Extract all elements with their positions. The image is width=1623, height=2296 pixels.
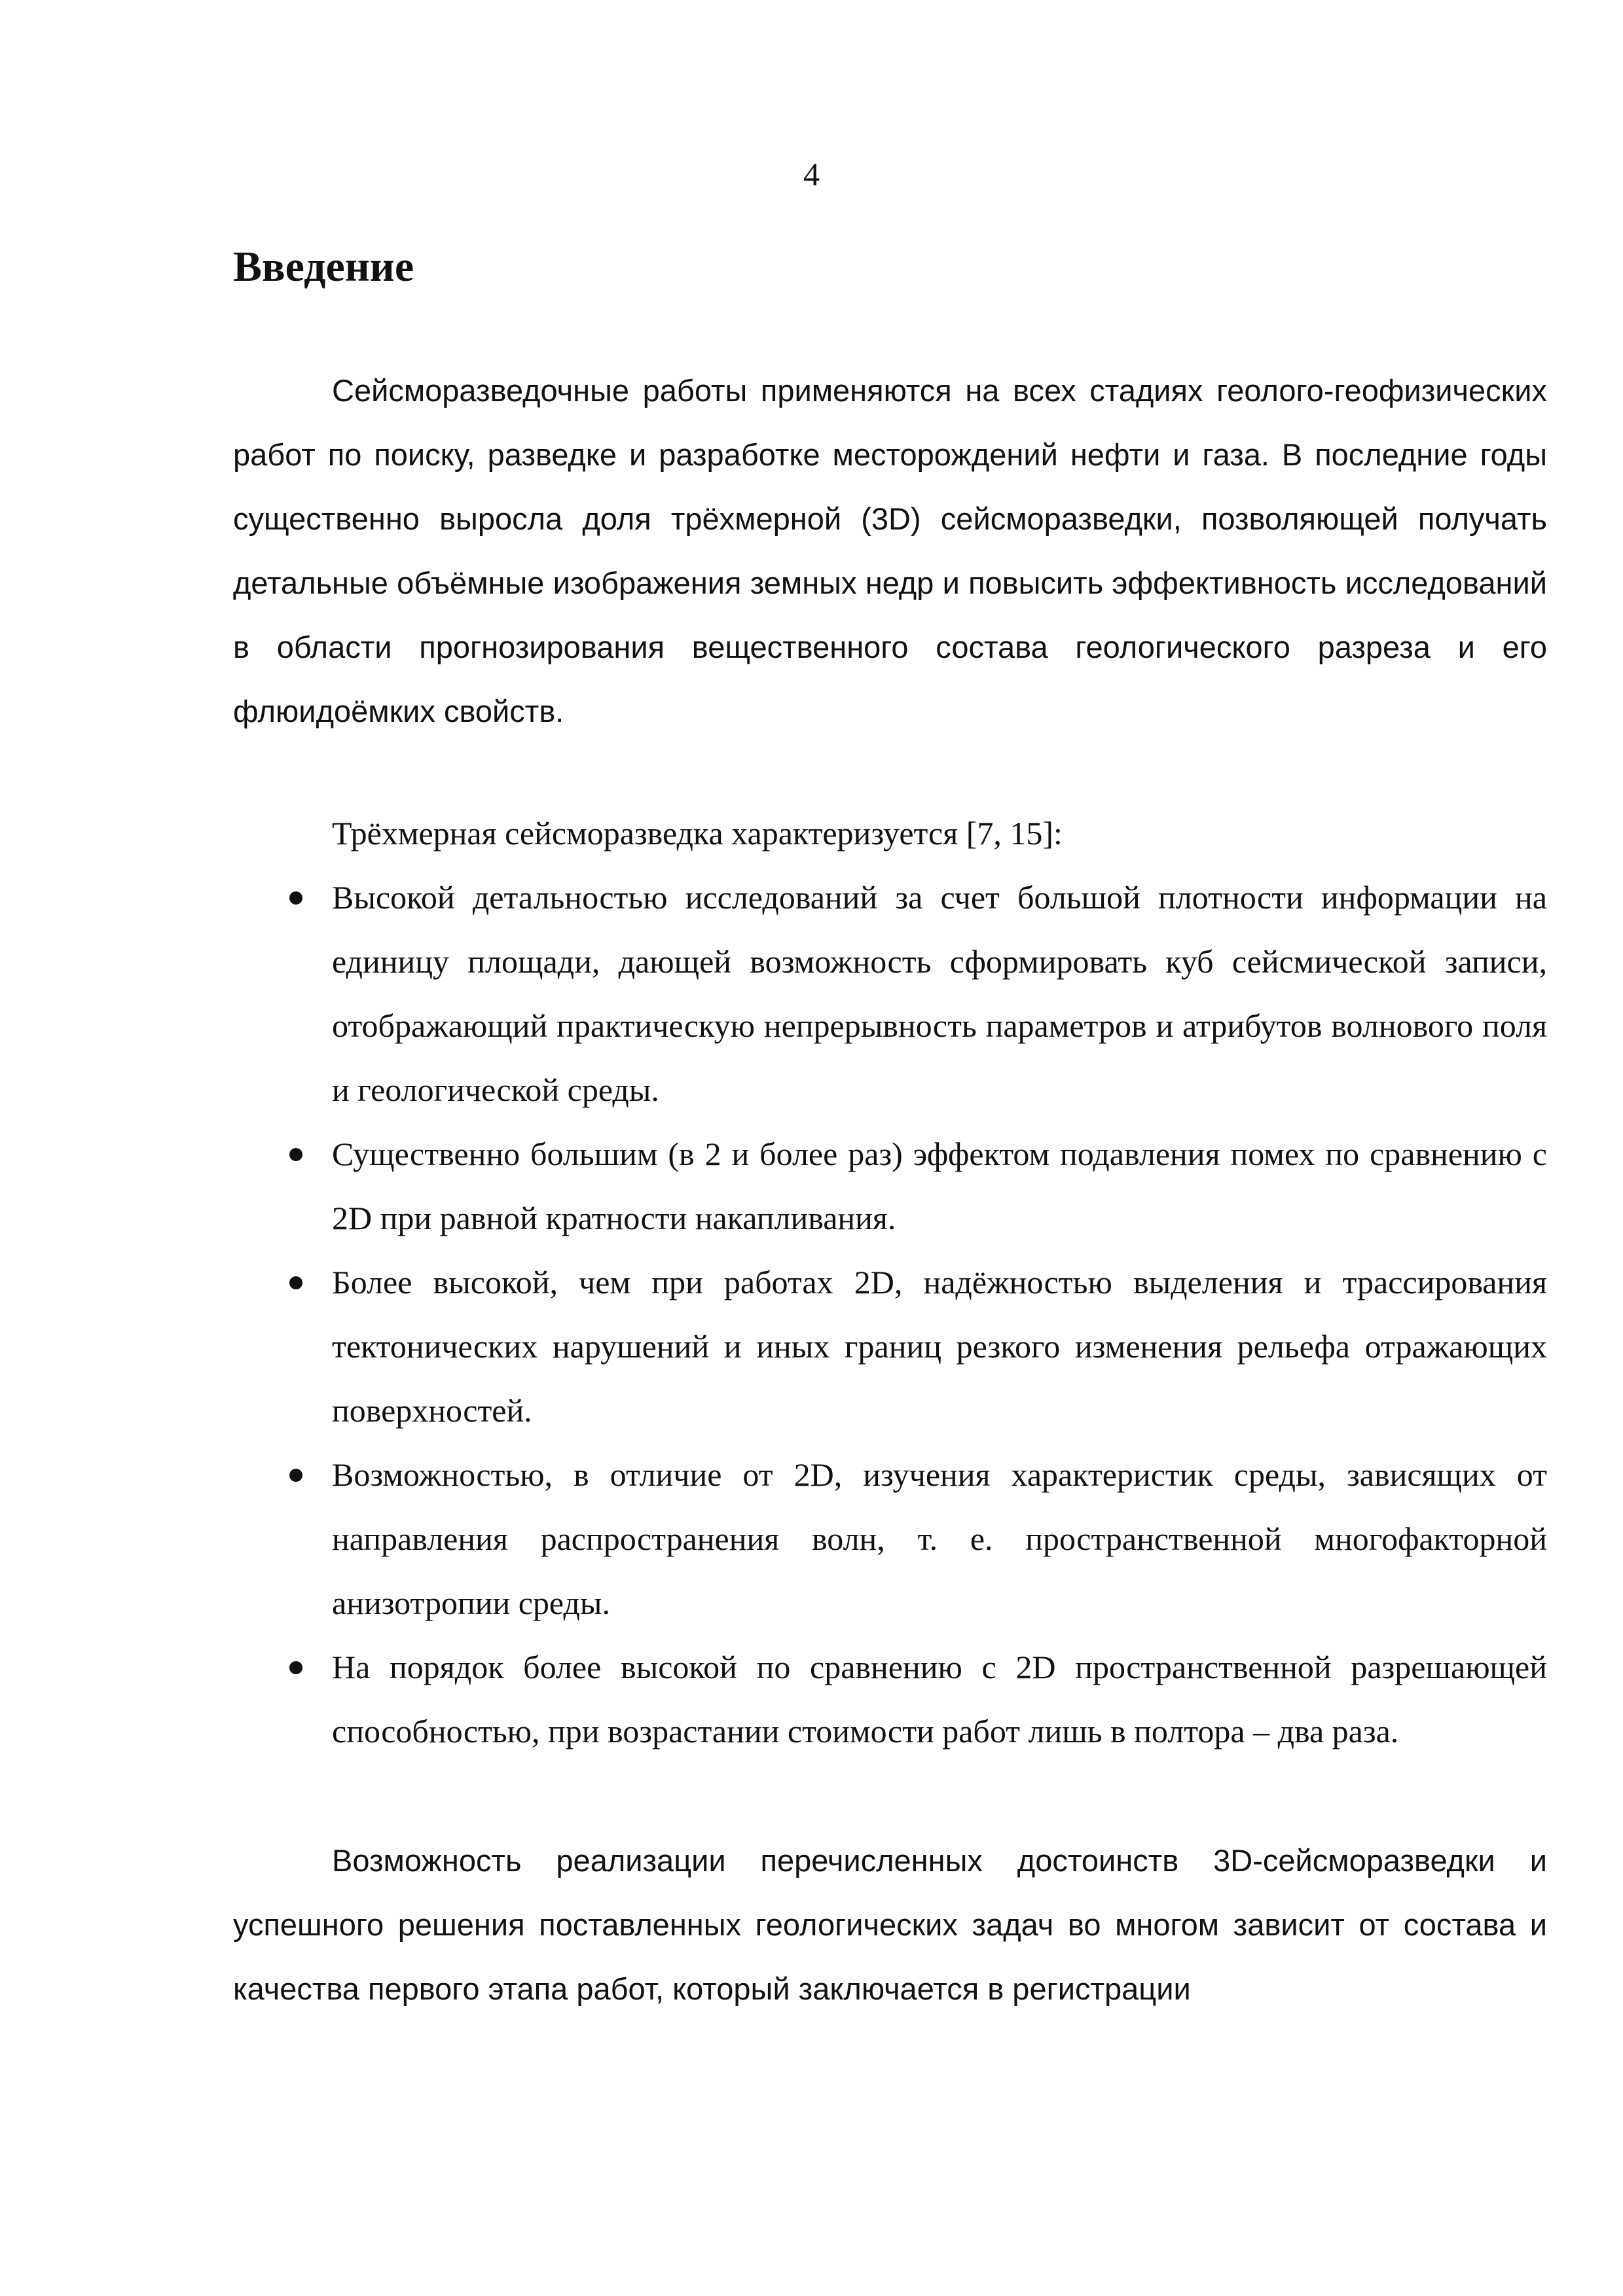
list-item (233, 1250, 1547, 1443)
closing-paragraph: Возможность реализации перечисленных достоинств 3D-сейсморазведки и успешного решения поставленных геологических задач во многом зависит от состава и качества первого этапа работ, который заключается в регистрации (233, 1843, 1547, 2006)
list-item (233, 865, 1547, 1122)
list-item-text: Более высокой, чем при работах 2D, надёжностью выделения и трассирования тектонических нарушений и иных границ резкого изменения рельефа отражающих поверхностей. (332, 1264, 1547, 1429)
list-item-text: Высокой детальностью исследований за счет большой плотности информации на единицу площади, дающей возможность сформировать куб сейсмической записи, отображающий практическую непрерывность параметров и атрибутов волнового поля и геологической среды. (332, 879, 1547, 1108)
bullet-icon (289, 1661, 302, 1674)
list-item (233, 1443, 1547, 1635)
bullet-icon (289, 1276, 302, 1289)
list-item (233, 1635, 1547, 1763)
list-item-text: Существенно большим (в 2 и более раз) эффектом подавления помех по сравнению с 2D при равной кратности накапливания. (332, 1136, 1547, 1236)
list-item-text: Возможностью, в отличие от 2D, изучения характеристик среды, зависящих от направления распространения волн, т. е. пространственной многофакторной анизотропии среды. (332, 1456, 1547, 1621)
list-item (233, 1122, 1547, 1250)
page-content (233, 234, 1547, 2021)
section-heading: Введение (233, 243, 414, 291)
page-number: 4 (803, 156, 820, 192)
bullet-icon (289, 891, 302, 905)
list-item-text: На порядок более высокой по сравнению с 2D пространственной разрешающей способностью, при возрастании стоимости работ лишь в полтора – два раза. (332, 1649, 1547, 1749)
list-lead-paragraph: Трёхмерная сейсморазведка характеризуется [7, 15]: (332, 815, 1063, 852)
bullet-icon (289, 1148, 302, 1161)
advantages-list (233, 865, 1547, 1763)
bullet-icon (289, 1469, 302, 1482)
intro-paragraph: Сейсморазведочные работы применяются на всех стадиях геолого-геофизических работ по поиску, разведке и разработке месторождений нефти и газа. В последние годы существенно выросла доля трёхмерной (3D) сейсморазведки, позволяющей получать детальные объёмные изображения земных недр и повысить эффективность исследований в области прогнозирования вещественного состава геологического разреза и его флюидоёмких свойств. (233, 373, 1547, 728)
